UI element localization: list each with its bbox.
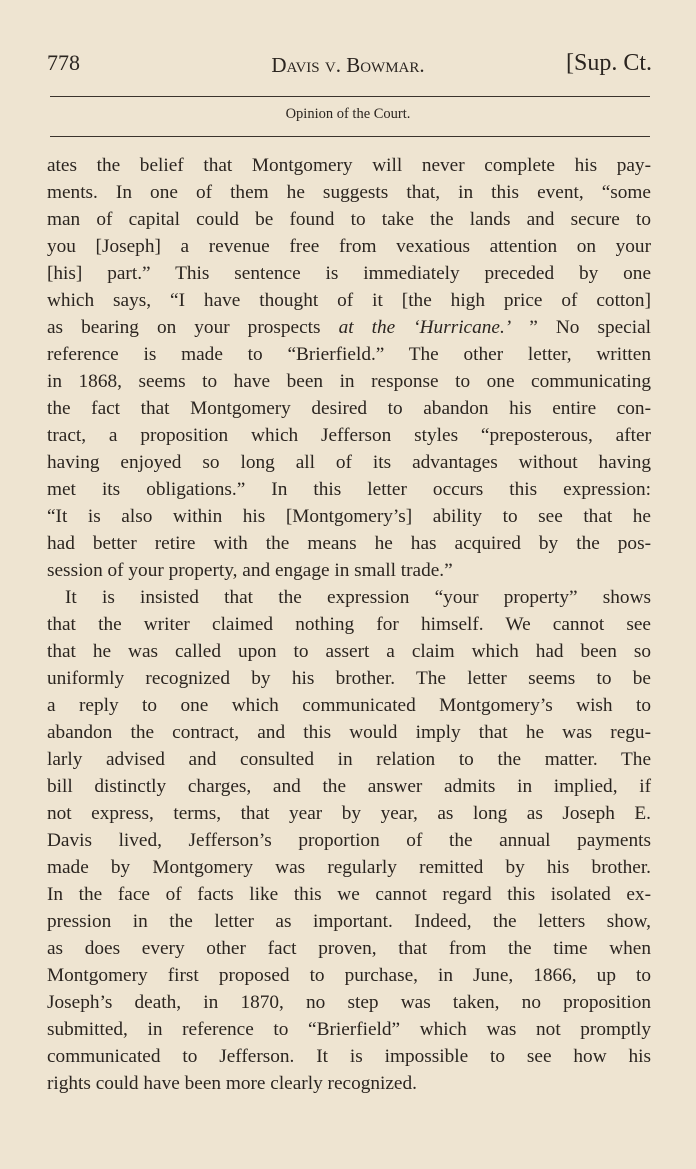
text-line: Montgomery first proposed to purchase, in June, 1866, up to — [47, 965, 651, 986]
text-line: reference is made to “Brierfield.” The other letter, written — [47, 344, 651, 365]
text-span: as bearing on your prospects — [47, 317, 339, 338]
text-line: tract, a proposition which Jefferson styles “preposterous, after — [47, 425, 651, 446]
text-line: made by Montgomery was regularly remitted by his brother. — [47, 857, 651, 878]
text-line: larly advised and consulted in relation to the matter. The — [47, 749, 651, 770]
text-line: Joseph’s death, in 1870, no step was taken, no proposition — [47, 992, 651, 1013]
text-line: Davis lived, Jefferson’s proportion of the annual payments — [47, 830, 651, 851]
text-line: which says, “I have thought of it [the high price of cotton] — [47, 290, 651, 311]
text-line: submitted, in reference to “Brierfield” which was not promptly — [47, 1019, 651, 1040]
case-title: Davis v. Bowmar. — [271, 53, 425, 77]
text-line: rights could have been more clearly recognized. — [47, 1073, 417, 1094]
text-line: communicated to Jefferson. It is impossible to see how his — [47, 1046, 651, 1067]
text-line: in 1868, seems to have been in response to one communicating — [47, 371, 651, 392]
italic-text: at the ‘Hurricane.’ — [338, 317, 512, 338]
section-subheading: Opinion of the Court. — [285, 106, 411, 122]
text-line: as does every other fact proven, that from the time when — [47, 938, 651, 959]
text-line: bill distinctly charges, and the answer admits in implied, if — [47, 776, 651, 797]
text-line: “It is also within his [Montgomery’s] ability to see that he — [47, 506, 651, 527]
text-line: the fact that Montgomery desired to abandon his entire con- — [47, 398, 651, 419]
text-line: In the face of facts like this we cannot regard this isolated ex- — [47, 884, 651, 905]
text-line: pression in the letter as important. Indeed, the letters show, — [47, 911, 651, 932]
text-line — [47, 314, 651, 341]
text-line: ates the belief that Montgomery will never complete his pay- — [47, 155, 651, 176]
text-span: ” No special — [511, 317, 651, 338]
text-line: not express, terms, that year by year, as long as Joseph E. — [47, 803, 651, 824]
text-line: ments. In one of them he suggests that, in this event, “some — [47, 182, 651, 203]
opinion-text — [47, 152, 651, 1097]
text-line: session of your property, and engage in small trade.” — [47, 560, 453, 581]
text-line: a reply to one which communicated Montgomery’s wish to — [47, 695, 651, 716]
text-line: [his] part.” This sentence is immediately preceded by one — [47, 263, 651, 284]
text-line: having enjoyed so long all of its advantages without having — [47, 452, 651, 473]
text-line: you [Joseph] a revenue free from vexatious attention on your — [47, 236, 651, 257]
text-line: that the writer claimed nothing for himself. We cannot see — [47, 614, 651, 635]
court-label: [Sup. Ct. — [565, 50, 652, 76]
text-line: that he was called upon to assert a claim which had been so — [47, 641, 651, 662]
text-line: It is insisted that the expression “your property” shows — [65, 587, 651, 608]
subheading-rule — [50, 136, 650, 137]
text-line: uniformly recognized by his brother. The letter seems to be — [47, 668, 651, 689]
text-line: met its obligations.” In this letter occurs this expression: — [47, 479, 651, 500]
page-number: 778 — [47, 50, 80, 75]
text-line: man of capital could be found to take the lands and secure to — [47, 209, 651, 230]
header-rule — [50, 96, 650, 97]
text-line: had better retire with the means he has acquired by the pos- — [47, 533, 651, 554]
text-line: abandon the contract, and this would imply that he was regu- — [47, 722, 651, 743]
